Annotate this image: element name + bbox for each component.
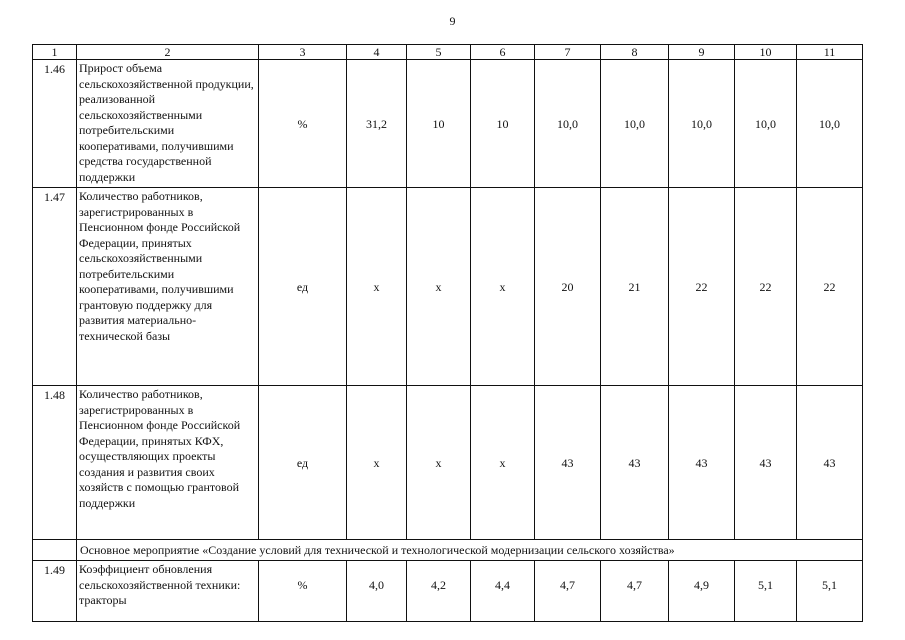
value-cell: 43 xyxy=(669,386,735,540)
table-row xyxy=(33,60,863,188)
value-cell: 22 xyxy=(797,188,863,386)
value-cell: 10 xyxy=(471,60,535,188)
row-number: 1.48 xyxy=(33,386,77,540)
column-number-cell: 9 xyxy=(669,45,735,60)
value-cell: 10,0 xyxy=(669,60,735,188)
value-cell: 5,1 xyxy=(797,561,863,622)
row-number: 1.49 xyxy=(33,561,77,622)
value-cell: 43 xyxy=(535,386,601,540)
value-cell: 43 xyxy=(735,386,797,540)
table-row xyxy=(33,386,863,540)
value-cell: 4,7 xyxy=(535,561,601,622)
column-number-cell: 10 xyxy=(735,45,797,60)
column-number-cell: 8 xyxy=(601,45,669,60)
value-cell: 20 xyxy=(535,188,601,386)
section-row xyxy=(33,540,863,561)
column-number-cell: 7 xyxy=(535,45,601,60)
value-cell: 22 xyxy=(735,188,797,386)
value-cell: x xyxy=(347,386,407,540)
value-cell: 4,2 xyxy=(407,561,471,622)
value-cell: 43 xyxy=(797,386,863,540)
value-cell: 5,1 xyxy=(735,561,797,622)
indicator-name: Количество работников, зарегистрированных в Пенсионном фонде Российской Федерации, принятых КФХ, осуществляющих проекты создания и развития своих хозяйств с помощью грантовой поддержки xyxy=(77,386,259,540)
value-cell: 21 xyxy=(601,188,669,386)
value-cell: 10,0 xyxy=(735,60,797,188)
value-cell: x xyxy=(471,386,535,540)
indicator-name: Коэффициент обновления сельскохозяйственной техники: тракторы xyxy=(77,561,259,622)
value-cell: x xyxy=(407,386,471,540)
page-number: 9 xyxy=(449,14,456,28)
section-title: Основное мероприятие «Создание условий для технической и технологической модернизации сельского хозяйства» xyxy=(77,540,863,561)
value-cell: 10,0 xyxy=(601,60,669,188)
value-cell: 10,0 xyxy=(797,60,863,188)
value-cell: 4,9 xyxy=(669,561,735,622)
value-cell: x xyxy=(471,188,535,386)
indicator-name: Прирост объема сельскохозяйственной продукции, реализованной сельскохозяйственными потребительскими кооперативами, получившими средства государственной поддержки xyxy=(77,60,259,188)
value-cell: 22 xyxy=(669,188,735,386)
value-cell: x xyxy=(347,188,407,386)
value-cell: 4,4 xyxy=(471,561,535,622)
indicators-table xyxy=(32,44,863,622)
section-number-cell xyxy=(33,540,77,561)
indicator-name: Количество работников, зарегистрированных в Пенсионном фонде Российской Федерации, принятых сельскохозяйственными потребительскими кооперативами, получившими грантовую поддержку для развития материально-технической базы xyxy=(77,188,259,386)
value-cell: 31,2 xyxy=(347,60,407,188)
value-cell: 4,7 xyxy=(601,561,669,622)
column-number-row xyxy=(33,45,863,60)
table-row xyxy=(33,561,863,622)
unit-cell: % xyxy=(259,561,347,622)
value-cell: 43 xyxy=(601,386,669,540)
column-number-cell: 6 xyxy=(471,45,535,60)
value-cell: 4,0 xyxy=(347,561,407,622)
table-row xyxy=(33,188,863,386)
row-number: 1.46 xyxy=(33,60,77,188)
unit-cell: ед xyxy=(259,188,347,386)
unit-cell: ед xyxy=(259,386,347,540)
column-number-cell: 11 xyxy=(797,45,863,60)
value-cell: x xyxy=(407,188,471,386)
unit-cell: % xyxy=(259,60,347,188)
column-number-cell: 5 xyxy=(407,45,471,60)
column-number-cell: 1 xyxy=(33,45,77,60)
value-cell: 10,0 xyxy=(535,60,601,188)
column-number-cell: 2 xyxy=(77,45,259,60)
value-cell: 10 xyxy=(407,60,471,188)
row-number: 1.47 xyxy=(33,188,77,386)
column-number-cell: 4 xyxy=(347,45,407,60)
column-number-cell: 3 xyxy=(259,45,347,60)
